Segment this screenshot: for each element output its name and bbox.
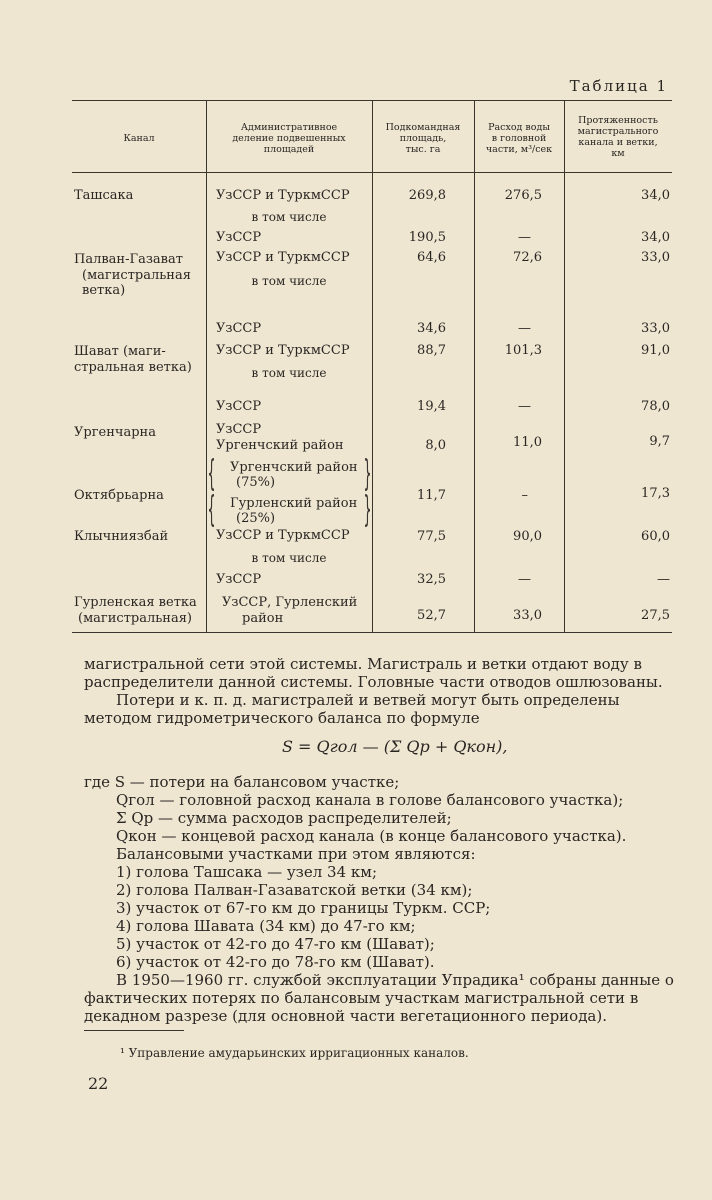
header-canal: Канал	[123, 133, 155, 144]
admin-division: Ургенчский район	[216, 438, 344, 453]
header-admin: Административное деление подвешенных площадей	[232, 122, 346, 155]
canal-name: Гурленская ветка	[74, 595, 197, 610]
area-value: 77,5	[417, 529, 446, 544]
length-value: —	[657, 572, 670, 587]
list-item: 3) участок от 67-го км до границы Туркм. ССР;	[116, 899, 491, 917]
admin-division: (25%)	[236, 511, 276, 526]
table-col-divider	[372, 100, 373, 633]
admin-division: УзССР	[216, 230, 262, 245]
length-value: 33,0	[641, 250, 670, 265]
canal-name: Ургенчарна	[74, 425, 156, 440]
body-paragraph: Потери и к. п. д. магистралей и ветвей могут быть определены методом гидрометрического баланса по формуле	[84, 691, 620, 727]
footnote: ¹ Управление амударьинских ирригационных каналов.	[120, 1046, 469, 1060]
flow-value: 90,0	[513, 529, 542, 544]
canal-name: стральная ветка)	[74, 360, 192, 375]
definition-line: Qгол — головной расход канала в голове балансового участка);	[116, 791, 624, 809]
admin-division: Ургенчский район	[230, 460, 358, 475]
flow-value: —	[518, 572, 531, 587]
admin-division: в том числе	[251, 274, 327, 288]
flow-value: —	[518, 230, 531, 245]
area-value: 52,7	[417, 608, 446, 623]
admin-division: УзССР	[216, 422, 262, 437]
flow-value: 11,0	[513, 435, 542, 450]
right-brace: }	[363, 453, 372, 494]
admin-division: район	[242, 611, 284, 626]
length-value: 78,0	[641, 399, 670, 414]
length-value: 33,0	[641, 321, 670, 336]
definition-line: Балансовыми участками при этом являются:	[116, 845, 476, 863]
area-value: 34,6	[417, 321, 446, 336]
length-value: 17,3	[641, 486, 670, 501]
length-value: 91,0	[641, 343, 670, 358]
length-value: 27,5	[641, 608, 670, 623]
list-item: 6) участок от 42-го до 78-го км (Шават).	[116, 953, 435, 971]
canal-name: Клычниязбай	[74, 529, 169, 544]
area-value: 269,8	[408, 188, 446, 203]
admin-division: в том числе	[251, 366, 327, 380]
list-item: 2) голова Палван-Газаватской ветки (34 км);	[116, 881, 473, 899]
header-area: Подкомандная площадь, тыс. га	[385, 122, 461, 155]
balance-formula: S = Qгол — (Σ Qр + Qкон),	[282, 737, 508, 756]
canal-name: (магистральная	[82, 268, 191, 283]
definition-line: Qкон — концевой расход канала (в конце балансового участка).	[116, 827, 627, 845]
flow-value: 72,6	[513, 250, 542, 265]
length-value: 9,7	[649, 434, 670, 449]
area-value: 88,7	[417, 343, 446, 358]
admin-division: УзССР и ТуркмССР	[216, 188, 350, 203]
definition-line: где S — потери на балансовом участке;	[84, 773, 400, 791]
canal-name: Октябрьарна	[74, 488, 164, 503]
list-item: 4) голова Шавата (34 км) до 47-го км;	[116, 917, 416, 935]
table-caption: Таблица 1	[569, 77, 668, 95]
admin-division: в том числе	[251, 210, 327, 224]
list-item: 1) голова Ташсака — узел 34 км;	[116, 863, 377, 881]
admin-division: УзССР	[216, 321, 262, 336]
admin-division: УзССР и ТуркмССР	[216, 528, 350, 543]
canal-name: Ташсака	[74, 188, 134, 203]
flow-value: —	[518, 399, 531, 414]
table-col-divider	[564, 100, 565, 633]
admin-division: УзССР и ТуркмССР	[216, 343, 350, 358]
canal-name: ветка)	[82, 283, 126, 298]
canal-name: (магистральная)	[78, 611, 192, 626]
length-value: 60,0	[641, 529, 670, 544]
admin-division: Гурленский район	[230, 496, 358, 511]
flow-value: –	[521, 488, 528, 503]
length-value: 34,0	[641, 188, 670, 203]
flow-value: 101,3	[504, 343, 542, 358]
area-value: 11,7	[417, 488, 446, 503]
area-value: 64,6	[417, 250, 446, 265]
area-value: 19,4	[417, 399, 446, 414]
canal-name: Шават (маги-	[74, 344, 166, 359]
header-flow: Расход воды в головной части, м³/сек	[485, 122, 553, 155]
list-item: 5) участок от 42-го до 47-го км (Шават);	[116, 935, 435, 953]
admin-division: (75%)	[236, 475, 276, 490]
flow-value: 276,5	[504, 188, 542, 203]
admin-division: УзССР, Гурленский	[222, 595, 358, 610]
header-length: Протяженность магистрального канала и ветки, км	[577, 115, 659, 159]
canal-table	[72, 100, 672, 633]
admin-division: УзССР и ТуркмССР	[216, 250, 350, 265]
definition-line: Σ Qр — сумма расходов распределителей;	[116, 809, 452, 827]
table-col-divider	[474, 100, 475, 633]
flow-value: 33,0	[513, 608, 542, 623]
body-paragraph: В 1950—1960 гг. службой эксплуатации Упрадика¹ собраны данные о фактических потерях по балансовым участкам магистральной сети в декадном разрезе (для основной части вегетационного периода).	[84, 971, 674, 1025]
area-value: 32,5	[417, 572, 446, 587]
admin-division: УзССР	[216, 572, 262, 587]
body-paragraph: магистральной сети этой системы. Магистраль и ветки отдают воду в распределители данной системы. Головные части отводов ошлюзованы.	[84, 655, 663, 691]
page-number: 22	[88, 1074, 109, 1093]
area-value: 190,5	[408, 230, 446, 245]
left-brace: {	[207, 489, 216, 530]
canal-name: Палван-Газават	[74, 252, 183, 267]
right-brace: }	[363, 489, 372, 530]
left-brace: {	[207, 453, 216, 494]
flow-value: —	[518, 321, 531, 336]
length-value: 34,0	[641, 230, 670, 245]
area-value: 8,0	[425, 438, 446, 453]
admin-division: в том числе	[251, 551, 327, 565]
footnote-rule	[84, 1030, 184, 1031]
admin-division: УзССР	[216, 399, 262, 414]
